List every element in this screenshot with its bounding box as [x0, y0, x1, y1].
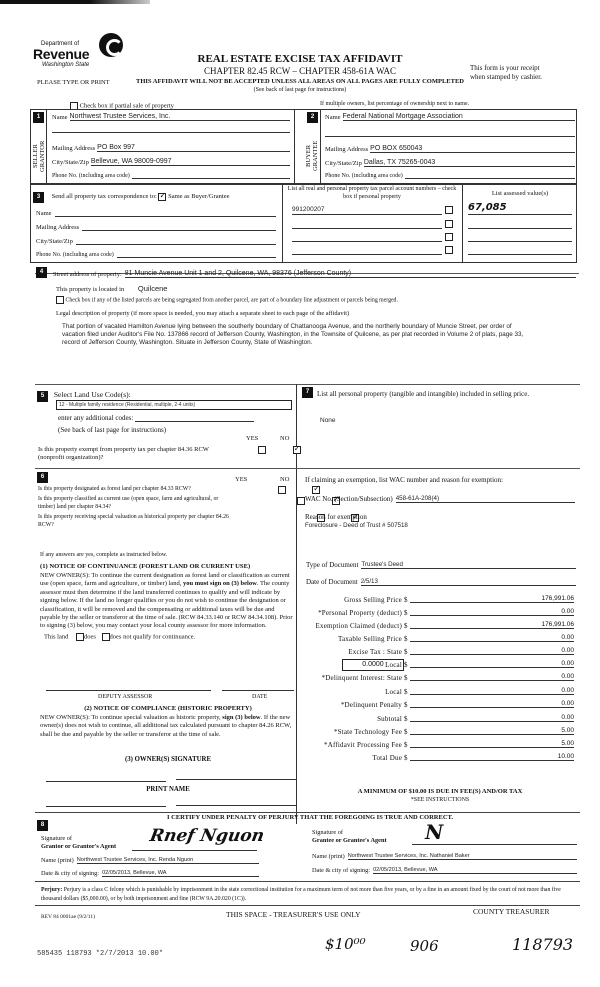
forest-no-checkbox[interactable]: [312, 486, 320, 494]
corr-name-field[interactable]: [55, 210, 276, 217]
taxable-selling-price-field[interactable]: 0.00: [410, 634, 574, 642]
doc-date-row: Date of Document 2/5/13: [306, 578, 576, 586]
print-name-field[interactable]: [46, 806, 166, 807]
grantee-date-row: Date & city of signing: 02/05/2013, Bellevue, WA: [312, 867, 577, 874]
buyer-phone-row: Phone No. (including area code): [325, 172, 575, 179]
local-rate-field[interactable]: 0.0000: [342, 659, 404, 671]
section-number-7: 7: [302, 387, 313, 398]
correspondence-row: 3 Send all property tax correspondence to: ✓ Same as Buyer/Grantee: [33, 192, 229, 203]
corr-mailing-row: Mailing Address: [36, 224, 276, 231]
buyer-mailing-row: Mailing Address PO BOX 650043: [325, 145, 575, 153]
deputy-assessor-signature[interactable]: [46, 690, 211, 691]
buyer-city-field[interactable]: Dallas, TX 75265-0043: [364, 159, 575, 167]
scan-edge: [0, 0, 150, 4]
land-use-code-select[interactable]: 12 - Multiple family residence (Residential, multiple, 2-4 units): [56, 400, 292, 410]
section-number-4: 4: [36, 267, 47, 278]
same-as-buyer-checkbox[interactable]: [158, 193, 166, 201]
exemption-claimed-field[interactable]: 176,991.06: [410, 621, 574, 629]
notice-compliance-title: (2) NOTICE OF COMPLIANCE (HISTORIC PROPERTY): [84, 705, 252, 712]
parcel-number-field[interactable]: [292, 233, 442, 242]
treasurer-use-label: THIS SPACE - TREASURER'S USE ONLY: [226, 910, 361, 919]
assessor-date[interactable]: [222, 690, 294, 691]
forest-land-question: Is this property designated as forest land per chapter 84.33 RCW?: [38, 486, 191, 492]
assessed-header: List assessed value(s): [491, 190, 549, 197]
section-number-3: 3: [33, 192, 44, 203]
current-use-yes-checkbox[interactable]: [297, 497, 305, 505]
seller-name-line-2[interactable]: [52, 132, 290, 133]
revenue-swirl-icon: [99, 33, 123, 57]
personal-property-checkbox[interactable]: [445, 206, 453, 214]
corr-city-row: City/State/Zip: [36, 238, 276, 245]
see-instructions: *SEE INSTRUCTIONS: [410, 797, 470, 803]
handwritten-code: 906: [410, 937, 439, 955]
multiple-owners-note: If multiple owners, list percentage of ownership next to name.: [320, 101, 470, 107]
continuance-choice: This land does does not qualify for continuance.: [44, 633, 196, 641]
grantor-name-row: Name (print) Northwest Trustee Services, Inc. Renda Nguon: [41, 857, 259, 864]
logo-department: Department of: [41, 41, 80, 47]
section-number-8: 8: [37, 820, 48, 831]
grantee-signature-label: Signature of Grantee or Grantee's Agent: [312, 829, 387, 844]
parcel-number-field[interactable]: [292, 246, 442, 255]
assessed-value-field[interactable]: [468, 254, 572, 255]
logo-state: Washington State: [42, 62, 90, 68]
delinquent-penalty-row: *Delinquent Penalty $ 0.00: [340, 700, 574, 709]
segregated-checkbox[interactable]: [56, 296, 64, 304]
perjury-statement: Perjury: Perjury is a class C felony which is punishable by imprisonment in the state correctional institution for a maximum term of not more than five years, or by a fine in an amount fixed by the court of not more than five thousand dollars ($5,000.00), or by both imprisonment and fine (RCW 9A.20.020 (1C)).: [41, 887, 561, 902]
section-number-1: 1: [33, 112, 44, 123]
personal-property-checkbox[interactable]: [445, 246, 453, 254]
grantor-date-row: Date & city of signing: 02/05/2013, Bellevue, WA: [41, 870, 259, 877]
minimum-due-note: A MINIMUM OF $10.00 IS DUE IN FEE(S) AND/OR TAX: [357, 788, 523, 795]
land-use-see-back: (See back of last page for instructions): [58, 426, 167, 434]
exemption-label: If claiming an exemption, list WAC number and reason for exemption:: [305, 476, 503, 484]
please-type-note: PLEASE TYPE OR PRINT: [37, 79, 110, 86]
divider: [294, 109, 295, 184]
buyer-phone-field[interactable]: [405, 172, 575, 179]
buyer-mailing-field[interactable]: PO BOX 650043: [370, 145, 575, 153]
exempt-question: Is this property exempt from property tax per chapter 84.36 RCW (nonprofit organization)?: [38, 446, 209, 461]
seller-name-field[interactable]: Northwest Trustee Services, Inc.: [70, 113, 290, 121]
located-in-row: This property is located in Quilcene: [56, 284, 168, 293]
assessed-value-field[interactable]: [468, 228, 572, 229]
seller-phone-row: Phone No. (including area code): [52, 172, 290, 179]
legal-description-field[interactable]: That portion of vacated Hamilton Avenue lying between the southerly boundary of Chattanooga Avenue, and the northerly boundary of Muncie Street, per order of vacation filed under Auditor's File No. 137866 record of Jefferson County, Washington, in the Townsite of Quilcene, as per plat recorded in Volume 2 of plats, page 33, record of Jefferson County, Washington. Situate in Jefferson County, State of Washington.: [62, 323, 524, 346]
notice-continuance-text: NEW OWNER(S): To continue the current designation as forest land or classification as current use (open space, farm and agriculture, or timber) land, you must sign on (3) below. The county assessor must then determine if the land transferred continues to qualify and will indicate by signing below. If the land no longer qualifies or you do not wish to continue the designation or classification, it will be removed and the compensating or additional taxes will be due and payable by the seller or transferor at the time of sale. (RCW 84.33.140 or RCW 84.34.108). Prior to signing (3) below, you may contact your local county assessor for more information.: [40, 572, 293, 630]
grantee-signature: N: [425, 820, 444, 844]
corr-phone-field[interactable]: [117, 251, 276, 258]
form-warning: THIS AFFIDAVIT WILL NOT BE ACCEPTED UNLESS ALL AREAS ON ALL PAGES ARE FULLY COMPLETED: [136, 78, 464, 85]
receipt-note: This form is your receipt when stamped by cashier.: [470, 64, 542, 81]
personal-property-checkbox[interactable]: [445, 233, 453, 241]
perjury-certification: I CERTIFY UNDER PENALTY OF PERJURY THAT THE FOREGOING IS TRUE AND CORRECT.: [166, 814, 453, 821]
total-due-field[interactable]: 10.00: [410, 753, 574, 761]
buyer-city-row: City/State/Zip Dallas, TX 75265-0043: [325, 159, 575, 167]
affidavit-processing-fee-row: *Affidavit Processing Fee $ 5.00: [324, 740, 574, 749]
county-treasurer-label: COUNTY TREASURER: [473, 907, 550, 916]
print-name-label: PRINT NAME: [146, 786, 190, 793]
excise-state-row: Excise Tax : State $ 0.00: [348, 647, 574, 656]
delinquent-interest-local-field[interactable]: 0.00: [410, 687, 574, 695]
state-technology-fee-row: *State Technology Fee $ 5.00: [333, 727, 574, 736]
partial-sale-option[interactable]: Check box if partial sale of property: [70, 102, 174, 110]
form-id: REV 84 0001ae (9/2/11): [41, 914, 95, 920]
grantor-signature: Rnef Nguon: [148, 826, 266, 846]
seller-name-row: Name Northwest Trustee Services, Inc.: [52, 113, 290, 121]
exempt-no-checkbox[interactable]: [293, 446, 301, 454]
owner-signature-title: (3) OWNER(S) SIGNATURE: [125, 756, 211, 763]
subtotal-field[interactable]: 0.00: [410, 714, 574, 722]
grantee-name-row: Name (print) Northwest Trustee Services, Inc. Nathaniel Baker: [312, 853, 577, 860]
grantee-signature-field[interactable]: [412, 844, 577, 845]
affidavit-processing-fee-field[interactable]: 5.00: [410, 740, 574, 748]
street-address-field[interactable]: 81 Muncie Avenue Unit 1 and 2, Quilcene, WA, 98376 (Jefferson County): [125, 270, 576, 278]
corr-phone-row: Phone No. (including area code): [36, 251, 276, 258]
additional-codes-row: enter any additional codes:: [58, 414, 254, 422]
doc-type-field[interactable]: Trustee's Deed: [361, 561, 576, 569]
exempt-yes-checkbox[interactable]: [258, 446, 266, 454]
gross-selling-price-row: Gross Selling Price $ 176,991.06: [344, 595, 574, 604]
seller-mailing-field[interactable]: PO Box 997: [97, 144, 290, 152]
delinquent-interest-state-field[interactable]: 0.00: [410, 673, 574, 681]
does-not-qualify-checkbox[interactable]: [102, 633, 110, 641]
parcel-number-field[interactable]: [292, 220, 442, 229]
current-use-question: Is this property classified as current use (open space, farm and agricultural, or timber) land per chapter 84.34?: [38, 496, 219, 510]
form-title: REAL ESTATE EXCISE TAX AFFIDAVIT: [197, 53, 403, 65]
reason-label: Reason for exemption: [305, 513, 367, 521]
notice-compliance-text: NEW OWNER(S): To continue special valuation as historic property, sign (3) below. If the new owner(s) does not wish to continue, all additional tax calculated pursuant to chapter 84.26 RCW, shall be due and payable by the seller or transferor at the time of sale.: [40, 714, 292, 738]
grantor-signature-field[interactable]: [132, 850, 257, 851]
owner-signature-field[interactable]: [176, 779, 296, 780]
located-in-field[interactable]: Quilcene: [137, 284, 168, 293]
form-subtitle: CHAPTER 82.45 RCW – CHAPTER 458-61A WAC: [204, 66, 396, 76]
handwritten-receipt-number: 118793: [512, 935, 574, 954]
buyer-name-line-2[interactable]: [325, 136, 575, 137]
grantor-date-field[interactable]: 02/05/2013, Bellevue, WA: [102, 870, 259, 877]
buyer-name-row: Name Federal National Mortgage Association: [325, 113, 575, 121]
owner-signature-field[interactable]: [46, 781, 166, 782]
grantor-name-field[interactable]: Northwest Trustee Services, Inc. Renda Nguon: [77, 857, 259, 864]
buyer-side-label: 2 BUYER GRANTEE: [304, 110, 321, 183]
parcel-header: List all real and personal property tax parcel account numbers – check box if personal property: [287, 186, 457, 200]
wac-row: WAC No. (Section/Subsection) 458-61A-208(4): [305, 495, 575, 503]
buyer-name-field[interactable]: Federal National Mortgage Association: [343, 113, 575, 121]
additional-codes-field[interactable]: [135, 414, 254, 422]
corr-name-row: Name: [36, 210, 276, 217]
total-due-row: Total Due $ 10.00: [372, 753, 574, 762]
delinquent-interest-state-row: *Delinquent Interest: State $ 0.00: [321, 673, 574, 682]
reason-field[interactable]: Foreclosure - Deed of Trust # 507518: [305, 522, 408, 529]
does-qualify-checkbox[interactable]: [76, 633, 84, 641]
legal-description-label: Legal description of property (if more space is needed, you may attach a separate sheet to each page of the affidavit): [56, 310, 350, 317]
personal-property-deduct-field[interactable]: 0.00: [410, 608, 574, 616]
personal-property-label: List all personal property (tangible and intangible) included in selling price.: [317, 390, 530, 398]
seller-city-row: City/State/Zip Bellevue, WA 98009-0997: [52, 158, 290, 166]
grantee-date-field[interactable]: 02/05/2013, Bellevue, WA: [373, 867, 577, 874]
print-name-field[interactable]: [176, 805, 296, 806]
assessed-value-field[interactable]: 67,085: [468, 202, 572, 215]
dor-logo: [33, 33, 133, 67]
seller-phone-field[interactable]: [132, 172, 290, 179]
exemption-claimed-row: Exemption Claimed (deduct) $ 176,991.06: [315, 621, 574, 630]
parcel-number-field[interactable]: 991200207: [292, 206, 442, 215]
seller-side-label: 1 SELLER GRANTOR: [31, 110, 47, 183]
grantor-signature-label: Signature of Grantor or Grantor's Agent: [41, 835, 117, 850]
section-number-6: 6: [37, 472, 48, 483]
state-technology-fee-field[interactable]: 5.00: [410, 727, 574, 735]
assessed-value-field[interactable]: [468, 241, 572, 242]
doc-date-field[interactable]: 2/5/13: [361, 578, 576, 586]
wac-number-field[interactable]: 458-61A-208(4): [396, 495, 575, 503]
cashier-stamp: 585435 118793 *2/7/2013 10.00*: [37, 950, 164, 958]
delinquent-interest-local-row: Local $ 0.00: [385, 687, 574, 696]
delinquent-penalty-field[interactable]: 0.00: [410, 700, 574, 708]
section-number-5: 5: [37, 391, 48, 402]
grantee-name-field[interactable]: Northwest Trustee Services, Inc. Nathaniel Baker: [348, 853, 577, 860]
excise-state-field[interactable]: 0.00: [410, 647, 574, 655]
segregated-option[interactable]: Check box if any of the listed parcels are being segregated from another parcel, are part of a boundary line adjustment or parcels being merged.: [56, 296, 398, 304]
personal-property-checkbox[interactable]: [445, 220, 453, 228]
corr-city-field[interactable]: [76, 238, 276, 245]
excise-local-row: Local $ 0.00: [385, 660, 574, 669]
street-address-row: 4 Street address of property: 81 Muncie Avenue Unit 1 and 2, Quilcene, WA, 98376 (Jefferson County): [36, 267, 576, 278]
personal-property-field[interactable]: None: [320, 417, 336, 424]
excise-local-field[interactable]: 0.00: [410, 660, 574, 668]
section-number-2: 2: [307, 112, 318, 123]
historic-question: Is this property receiving special valuation as historical property per chapter 84.26 RCW?: [38, 514, 229, 528]
seller-mailing-row: Mailing Address PO Box 997: [52, 144, 290, 152]
personal-property-deduct-row: *Personal Property (deduct) $ 0.00: [318, 608, 574, 617]
see-back-note: (See back of last page for instructions): [253, 87, 347, 93]
gross-selling-price-field[interactable]: 176,991.06: [410, 595, 574, 603]
notice-continuance-title: (1) NOTICE OF CONTINUANCE (FOREST LAND OR CURRENT USE): [40, 563, 251, 570]
logo-agency: Revenue: [33, 46, 90, 62]
corr-mailing-field[interactable]: [82, 224, 276, 231]
handwritten-amount: $10⁰⁰: [325, 935, 366, 953]
seller-city-field[interactable]: Bellevue, WA 98009-0997: [91, 158, 290, 166]
taxable-selling-price-row: Taxable Selling Price $ 0.00: [338, 634, 574, 643]
doc-type-row: Type of Document Trustee's Deed: [306, 561, 576, 569]
forest-yes-checkbox[interactable]: [278, 486, 286, 494]
if-yes-note: If any answers are yes, complete as instructed below.: [40, 552, 168, 558]
land-use-row: 5 Select Land Use Code(s):: [37, 390, 131, 402]
subtotal-row: Subtotal $ 0.00: [377, 714, 574, 723]
